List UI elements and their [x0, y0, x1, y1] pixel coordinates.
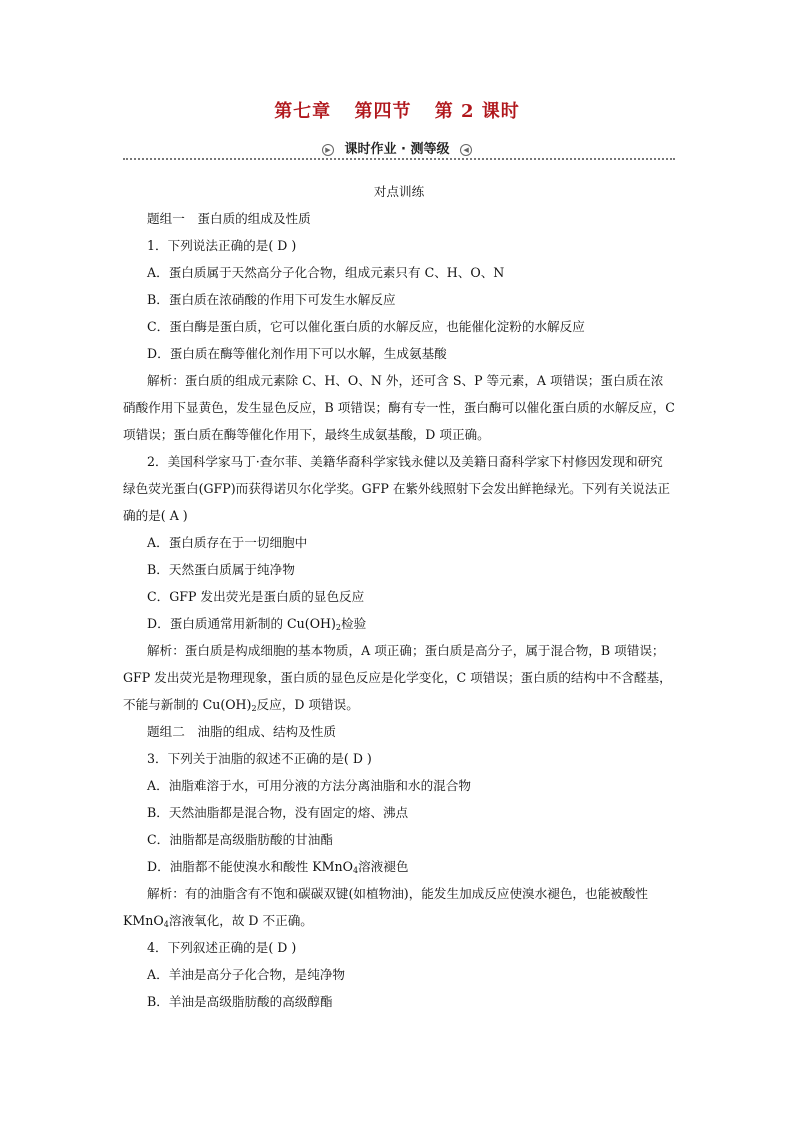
question-2-option-a: A．蛋白质存在于一切细胞中 [147, 535, 308, 550]
question-2-analysis [123, 637, 675, 718]
section-heading: 对点训练 [373, 184, 425, 199]
play-right-icon: ▶ [322, 144, 334, 156]
document-body [123, 178, 675, 1015]
question-2-option-b: B．天然蛋白质属于纯净物 [147, 562, 295, 577]
q3-analysis-subscript: 4 [163, 920, 169, 929]
q2-analysis-text: 解析：蛋白质是构成细胞的基本物质，A 项正确；蛋白质是高分子，属于混合物，B 项错误；GFP 发出荧光是物理现象，蛋白质的显色反应是化学变化，C 项错误；蛋白质的结构中不含醛基，不能与新制的 Cu(OH) [123, 643, 672, 712]
question-3-option-d [123, 853, 675, 880]
question-4-option-a: A．羊油是高分子化合物，是纯净物 [147, 967, 346, 982]
question-1-stem: 1．下列说法正确的是( D ) [147, 238, 297, 253]
question-1-option-c: C．蛋白酶是蛋白质，它可以催化蛋白质的水解反应，也能催化淀粉的水解反应 [147, 319, 585, 334]
q2-analysis-text-end: 反应，D 项错误。 [256, 697, 359, 712]
group-heading-2: 题组二 油脂的组成、结构及性质 [147, 724, 336, 739]
q3-analysis-text-end: 溶液氧化，故 D 不正确。 [168, 913, 313, 928]
chapter-label: 第七章 [274, 101, 332, 122]
page-title [0, 97, 794, 123]
question-3-option-a: A．油脂难溶于水，可用分液的方法分离油脂和水的混合物 [147, 778, 471, 793]
question-1-option-d: D．蛋白质在酶等催化剂作用下可以水解，生成氨基酸 [147, 346, 447, 361]
question-2-stem: 2．美国科学家马丁·查尔菲、美籍华裔科学家钱永健以及美籍日裔科学家下村修因发现和研究绿色荧光蛋白(GFP)而获得诺贝尔化学奖。GFP 在紫外线照射下会发出鲜艳绿光。下列有关说法正确的是( A ) [123, 454, 670, 523]
q2d-subscript: 2 [335, 623, 342, 632]
question-2-option-d [123, 610, 675, 637]
question-3-option-c: C．油脂都是高级脂肪酸的甘油酯 [147, 832, 333, 847]
q2d-text: D．蛋白质通常用新制的 Cu(OH) [147, 616, 336, 631]
question-2-option-c: C．GFP 发出荧光是蛋白质的显色反应 [147, 589, 365, 604]
group-heading-1: 题组一 蛋白质的组成及性质 [147, 211, 311, 226]
question-3-option-b: B．天然油脂都是混合物，没有固定的熔、沸点 [147, 805, 409, 820]
section-label: 第四节 [354, 101, 412, 122]
banner-text: 课时作业 · 测等级 [344, 142, 450, 157]
play-left-icon: ◀ [460, 144, 472, 156]
q2-analysis-subscript: 2 [251, 704, 257, 713]
q3d-text-end: 溶液褪色 [358, 859, 409, 874]
question-1-analysis: 解析：蛋白质的组成元素除 C、H、O、N 外，还可含 S、P 等元素，A 项错误；蛋白质在浓硝酸作用下显黄色，发生显色反应，B 项错误；酶有专一性，蛋白酶可以催化蛋白质的水解反应，C 项错误；蛋白质在酶等催化作用下，最终生成氨基酸，D 项正确。 [123, 373, 675, 442]
question-4-stem: 4．下列叙述正确的是( D ) [147, 940, 297, 955]
q3-analysis-text: 解析：有的油脂含有不饱和碳碳双键(如植物油)，能发生加成反应使溴水褪色，也能被酸性 KMnO [123, 886, 648, 928]
q2d-text-end: 检验 [341, 616, 367, 631]
question-1-option-b: B．蛋白质在浓硝酸的作用下可发生水解反应 [147, 292, 396, 307]
homework-banner [0, 138, 794, 157]
question-1-option-a: A．蛋白质属于天然高分子化合物，组成元素只有 C、H、O、N [147, 265, 505, 280]
dotted-divider [123, 158, 675, 160]
question-4-option-b: B．羊油是高级脂肪酸的高级醇酯 [147, 994, 333, 1009]
lesson-label: 第 2 课时 [434, 101, 520, 122]
question-3-analysis [123, 880, 675, 934]
q3d-subscript: 4 [352, 866, 359, 875]
q3d-text: D．油脂都不能使溴水和酸性 KMnO [147, 859, 353, 874]
question-3-stem: 3．下列关于油脂的叙述不正确的是( D ) [147, 751, 372, 766]
